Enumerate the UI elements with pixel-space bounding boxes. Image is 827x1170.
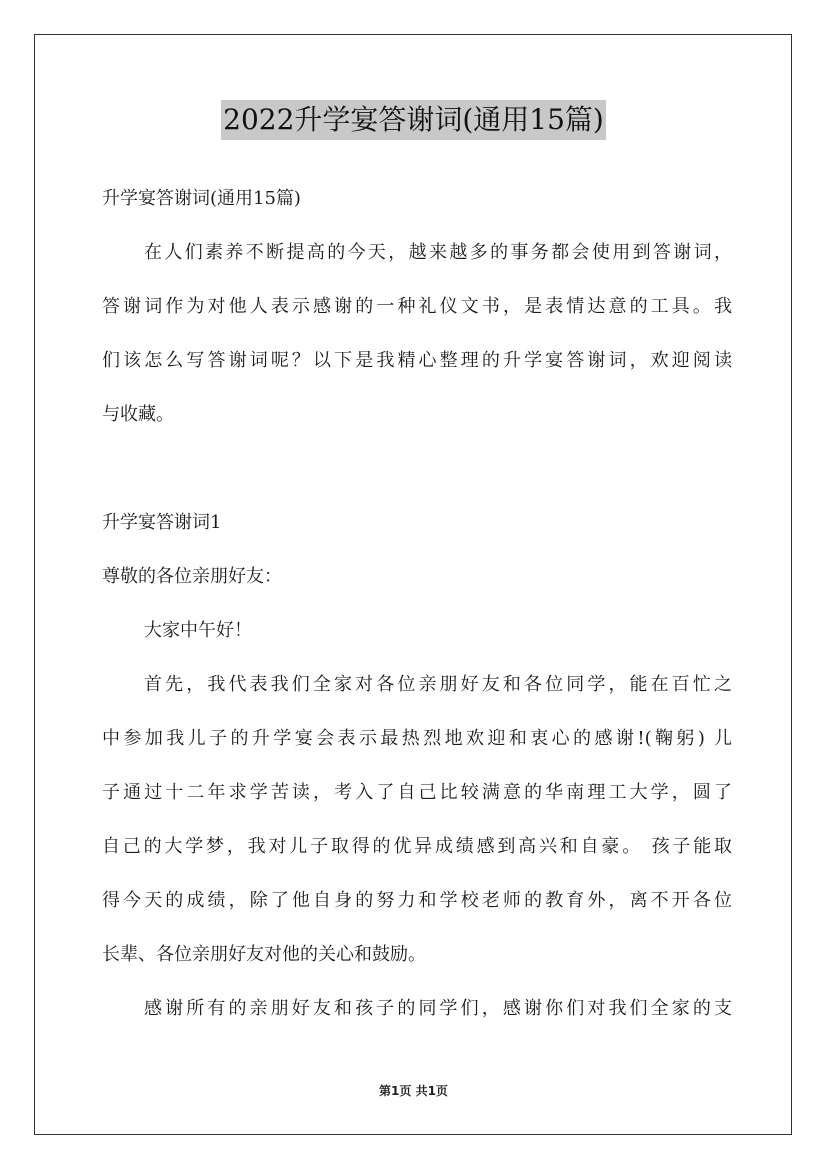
section-heading: 升学宴答谢词1 (102, 512, 222, 533)
document-title: 2022升学宴答谢词(通用15篇) (221, 100, 606, 140)
body-line: 们该怎么写答谢词呢？以下是我精心整理的升学宴答谢词，欢迎阅读 (102, 350, 732, 371)
salutation-line: 尊敬的各位亲朋好友： (102, 566, 282, 587)
body-line: 答谢词作为对他人表示感谢的一种礼仪文书，是表情达意的工具。我 (102, 296, 732, 317)
body-line: 得今天的成绩，除了他自身的努力和学校老师的教育外，离不开各位 (102, 890, 732, 911)
document-body (102, 172, 732, 1036)
greeting-line: 大家中午好！ (144, 620, 252, 641)
body-line: 自己的大学梦，我对儿子取得的优异成绩感到高兴和自豪。 孩子能取 (102, 836, 732, 857)
body-line: 子通过十二年求学苦读，考入了自己比较满意的华南理工大学，圆了 (102, 782, 732, 803)
body-line: 长辈、各位亲朋好友对他的关心和鼓励。 (102, 944, 426, 965)
body-line: 首先，我代表我们全家对各位亲朋好友和各位同学，能在百忙之 (144, 674, 732, 695)
title-container (0, 100, 827, 140)
body-line: 中参加我儿子的升学宴会表示最热烈地欢迎和衷心的感谢!(鞠躬) 儿 (102, 728, 732, 749)
body-line: 与收藏。 (102, 404, 174, 425)
subtitle-line: 升学宴答谢词(通用15篇) (102, 188, 301, 209)
body-line: 在人们素养不断提高的今天，越来越多的事务都会使用到答谢词， (144, 242, 732, 263)
body-line: 感谢所有的亲朋好友和孩子的同学们，感谢你们对我们全家的支 (144, 998, 732, 1019)
page-footer (0, 1082, 827, 1099)
page-number: 第1页 共1页 (379, 1084, 448, 1098)
blank-line (102, 442, 732, 496)
